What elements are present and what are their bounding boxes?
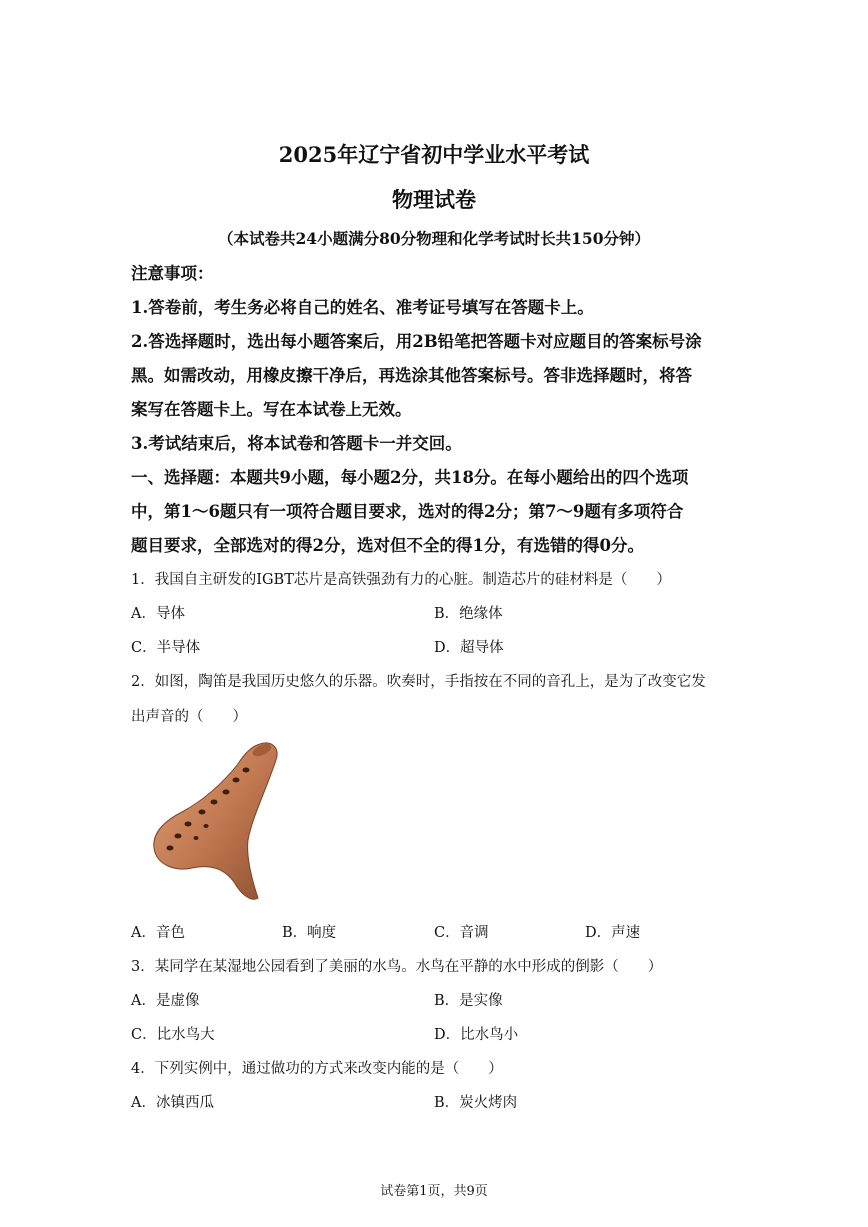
section-instructions: 中，第1～6题只有一项符合题目要求，选对的得2分；第7～9题有多项符合 bbox=[131, 502, 684, 521]
question-2-option-c: C．音调 bbox=[434, 925, 489, 941]
question-3-option-c: C．比水鸟大 bbox=[131, 1027, 215, 1043]
section-instructions: 题目要求，全部选对的得2分，选对但不全的得1分，有选错的得0分。 bbox=[131, 536, 644, 555]
question-1-option-d: D．超导体 bbox=[434, 640, 504, 656]
question-2-stem: 2．如图，陶笛是我国历史悠久的乐器。吹奏时，手指按在不同的音孔上，是为了改变它发 bbox=[131, 674, 706, 690]
question-2-option-a: A．音色 bbox=[131, 925, 185, 941]
question-4-option-b: B．炭火烤肉 bbox=[434, 1095, 518, 1111]
question-3-option-b: B．是实像 bbox=[434, 993, 503, 1009]
question-4-stem: 4．下列实例中，通过做功的方式来改变内能的是（ ） bbox=[131, 1061, 503, 1077]
question-3-option-d: D．比水鸟小 bbox=[434, 1027, 519, 1043]
question-4-option-a: A．冰镇西瓜 bbox=[131, 1095, 214, 1111]
ocarina-image bbox=[148, 740, 284, 906]
question-2-option-d: D．声速 bbox=[585, 925, 641, 941]
exam-title: 2025年辽宁省初中学业水平考试 bbox=[278, 142, 590, 167]
notice-line: 3.考试结束后，将本试卷和答题卡一并交回。 bbox=[131, 434, 462, 453]
page-footer: 试卷第1页，共9页 bbox=[380, 1184, 488, 1199]
question-2-stem: 出声音的（ ） bbox=[131, 709, 247, 725]
question-1-option-b: B．绝缘体 bbox=[434, 606, 503, 622]
question-1-option-c: C．半导体 bbox=[131, 640, 201, 656]
question-3-stem: 3．某同学在某湿地公园看到了美丽的水鸟。水鸟在平静的水中形成的倒影（ ） bbox=[131, 959, 663, 975]
notice-line: 黑。如需改动，用橡皮擦干净后，再选涂其他答案标号。答非选择题时，将答 bbox=[131, 366, 692, 385]
question-1-stem: 1．我国自主研发的IGBT芯片是高铁强劲有力的心脏。制造芯片的硅材料是（ ） bbox=[131, 572, 671, 588]
exam-info: （本试卷共24小题满分80分物理和化学考试时长共150分钟） bbox=[218, 229, 650, 248]
question-1-option-a: A．导体 bbox=[131, 606, 185, 622]
notice-heading: 注意事项： bbox=[131, 264, 214, 283]
exam-subtitle: 物理试卷 bbox=[392, 187, 476, 212]
notice-line: 2.答选择题时，选出每小题答案后，用2B铅笔把答题卡对应题目的答案标号涂 bbox=[131, 332, 702, 351]
question-3-option-a: A．是虚像 bbox=[131, 993, 200, 1009]
question-2-option-b: B．响度 bbox=[282, 925, 337, 941]
section-instructions: 一、选择题：本题共9小题，每小题2分，共18分。在每小题给出的四个选项 bbox=[131, 468, 689, 487]
notice-line: 1.答卷前，考生务必将自己的姓名、准考证号填写在答题卡上。 bbox=[131, 298, 594, 317]
notice-line: 案写在答题卡上。写在本试卷上无效。 bbox=[131, 400, 412, 419]
